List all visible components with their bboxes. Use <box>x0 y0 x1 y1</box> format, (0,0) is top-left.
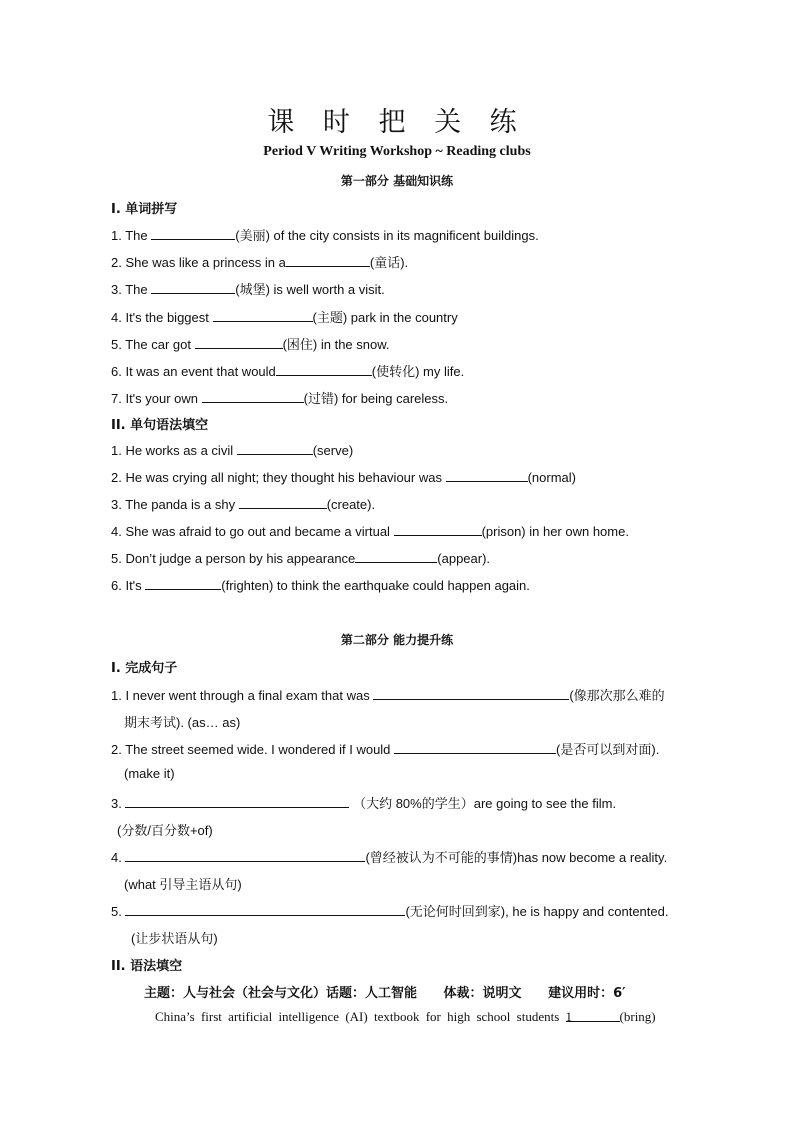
exercise-hint-line: (分数/百分数+of) <box>117 823 213 838</box>
exercise-line: 3. The panda is a shy (create). <box>111 497 376 512</box>
exercise-line: 1. The (美丽) of the city consists in its magnificent buildings. <box>111 228 539 243</box>
exercise-line: 2. The street seemed wide. I wondered if I would (是否可以到对面). <box>111 742 660 757</box>
exercise-line: 6. It's (frighten) to think the earthquake could happen again. <box>111 578 530 593</box>
exercise-line: 1. I never went through a final exam that was (像那次那么难的 <box>111 688 665 703</box>
exercise-line: 5. Don’t judge a person by his appearance (appear). <box>111 551 491 566</box>
exercise-line: 2. He was crying all night; they thought his behaviour was (normal) <box>111 470 576 485</box>
answer-blank[interactable] <box>237 442 313 455</box>
answer-blank[interactable] <box>125 849 365 862</box>
answer-blank[interactable] <box>394 523 482 536</box>
answer-blank[interactable] <box>202 390 304 403</box>
answer-blank[interactable] <box>213 309 313 322</box>
section-passage-grammar-heading: II. 语法填空 <box>111 959 183 974</box>
answer-blank[interactable] <box>355 550 437 563</box>
answer-blank[interactable] <box>195 336 283 349</box>
passage-topic: 主题：人与社会（社会与文化）话题：人工智能 <box>144 986 418 1001</box>
exercise-hint-line: (让步状语从句) <box>131 931 218 946</box>
answer-blank[interactable] <box>276 363 372 376</box>
section-word-spelling-heading: I. 单词拼写 <box>111 202 178 217</box>
exercise-hint-line: (make it) <box>124 766 175 781</box>
exercise-line: 5. (无论何时回到家), he is happy and contented. <box>111 904 669 919</box>
answer-blank[interactable] <box>286 254 370 267</box>
exercise-line: 4. It's the biggest (主题) park in the country <box>111 310 458 325</box>
exercise-line: 3. （大约 80%的学生）are going to see the film. <box>111 796 617 811</box>
answer-blank[interactable] <box>373 687 569 700</box>
answer-blank[interactable] <box>151 281 235 294</box>
answer-blank[interactable] <box>125 795 349 808</box>
exercise-hint-line: 期末考试). (as… as) <box>124 715 241 730</box>
answer-blank[interactable] <box>151 227 235 240</box>
blank-number: 1 <box>565 1009 573 1024</box>
passage-genre: 体裁：说明文 <box>443 986 522 1001</box>
passage-meta <box>144 982 648 1001</box>
lesson-subtitle: Period V Writing Workshop ~ Reading clubs <box>263 144 531 159</box>
section-complete-sentences-heading: I. 完成句子 <box>111 661 178 676</box>
answer-blank[interactable] <box>125 903 405 916</box>
exercise-line: 5. The car got (困住) in the snow. <box>111 337 390 352</box>
suggested-time: 建议用时：6′ <box>548 986 626 1001</box>
answer-blank[interactable] <box>145 577 221 590</box>
answer-blank[interactable] <box>566 1009 620 1022</box>
part-one-heading: 第一部分 基础知识练 <box>340 174 454 188</box>
answer-blank[interactable] <box>239 496 327 509</box>
part-two-heading: 第二部分 能力提升练 <box>340 633 454 647</box>
exercise-line: 3. The (城堡) is well worth a visit. <box>111 282 385 297</box>
section-grammar-fill-heading: II. 单句语法填空 <box>111 418 209 433</box>
exercise-line: 4. (曾经被认为不可能的事情)has now become a reality. <box>111 850 668 865</box>
exercise-hint-line: (what 引导主语从句) <box>124 877 242 892</box>
answer-blank[interactable] <box>446 469 528 482</box>
answer-blank[interactable] <box>394 741 556 754</box>
page-title: 课 时 把 关 练 <box>267 107 527 138</box>
exercise-line: 6. It was an event that would (使转化) my life. <box>111 364 465 379</box>
exercise-line: 4. She was afraid to go out and became a virtual (prison) in her own home. <box>111 524 629 539</box>
exercise-line: 1. He works as a civil (serve) <box>111 443 354 458</box>
exercise-line: 7. It's your own (过错) for being careless. <box>111 391 449 406</box>
passage-text: China’s first artificial intelligence (AI) textbook for high school students 1 (bring) <box>155 1009 656 1024</box>
exercise-line: 2. She was like a princess in a (童话). <box>111 255 409 270</box>
